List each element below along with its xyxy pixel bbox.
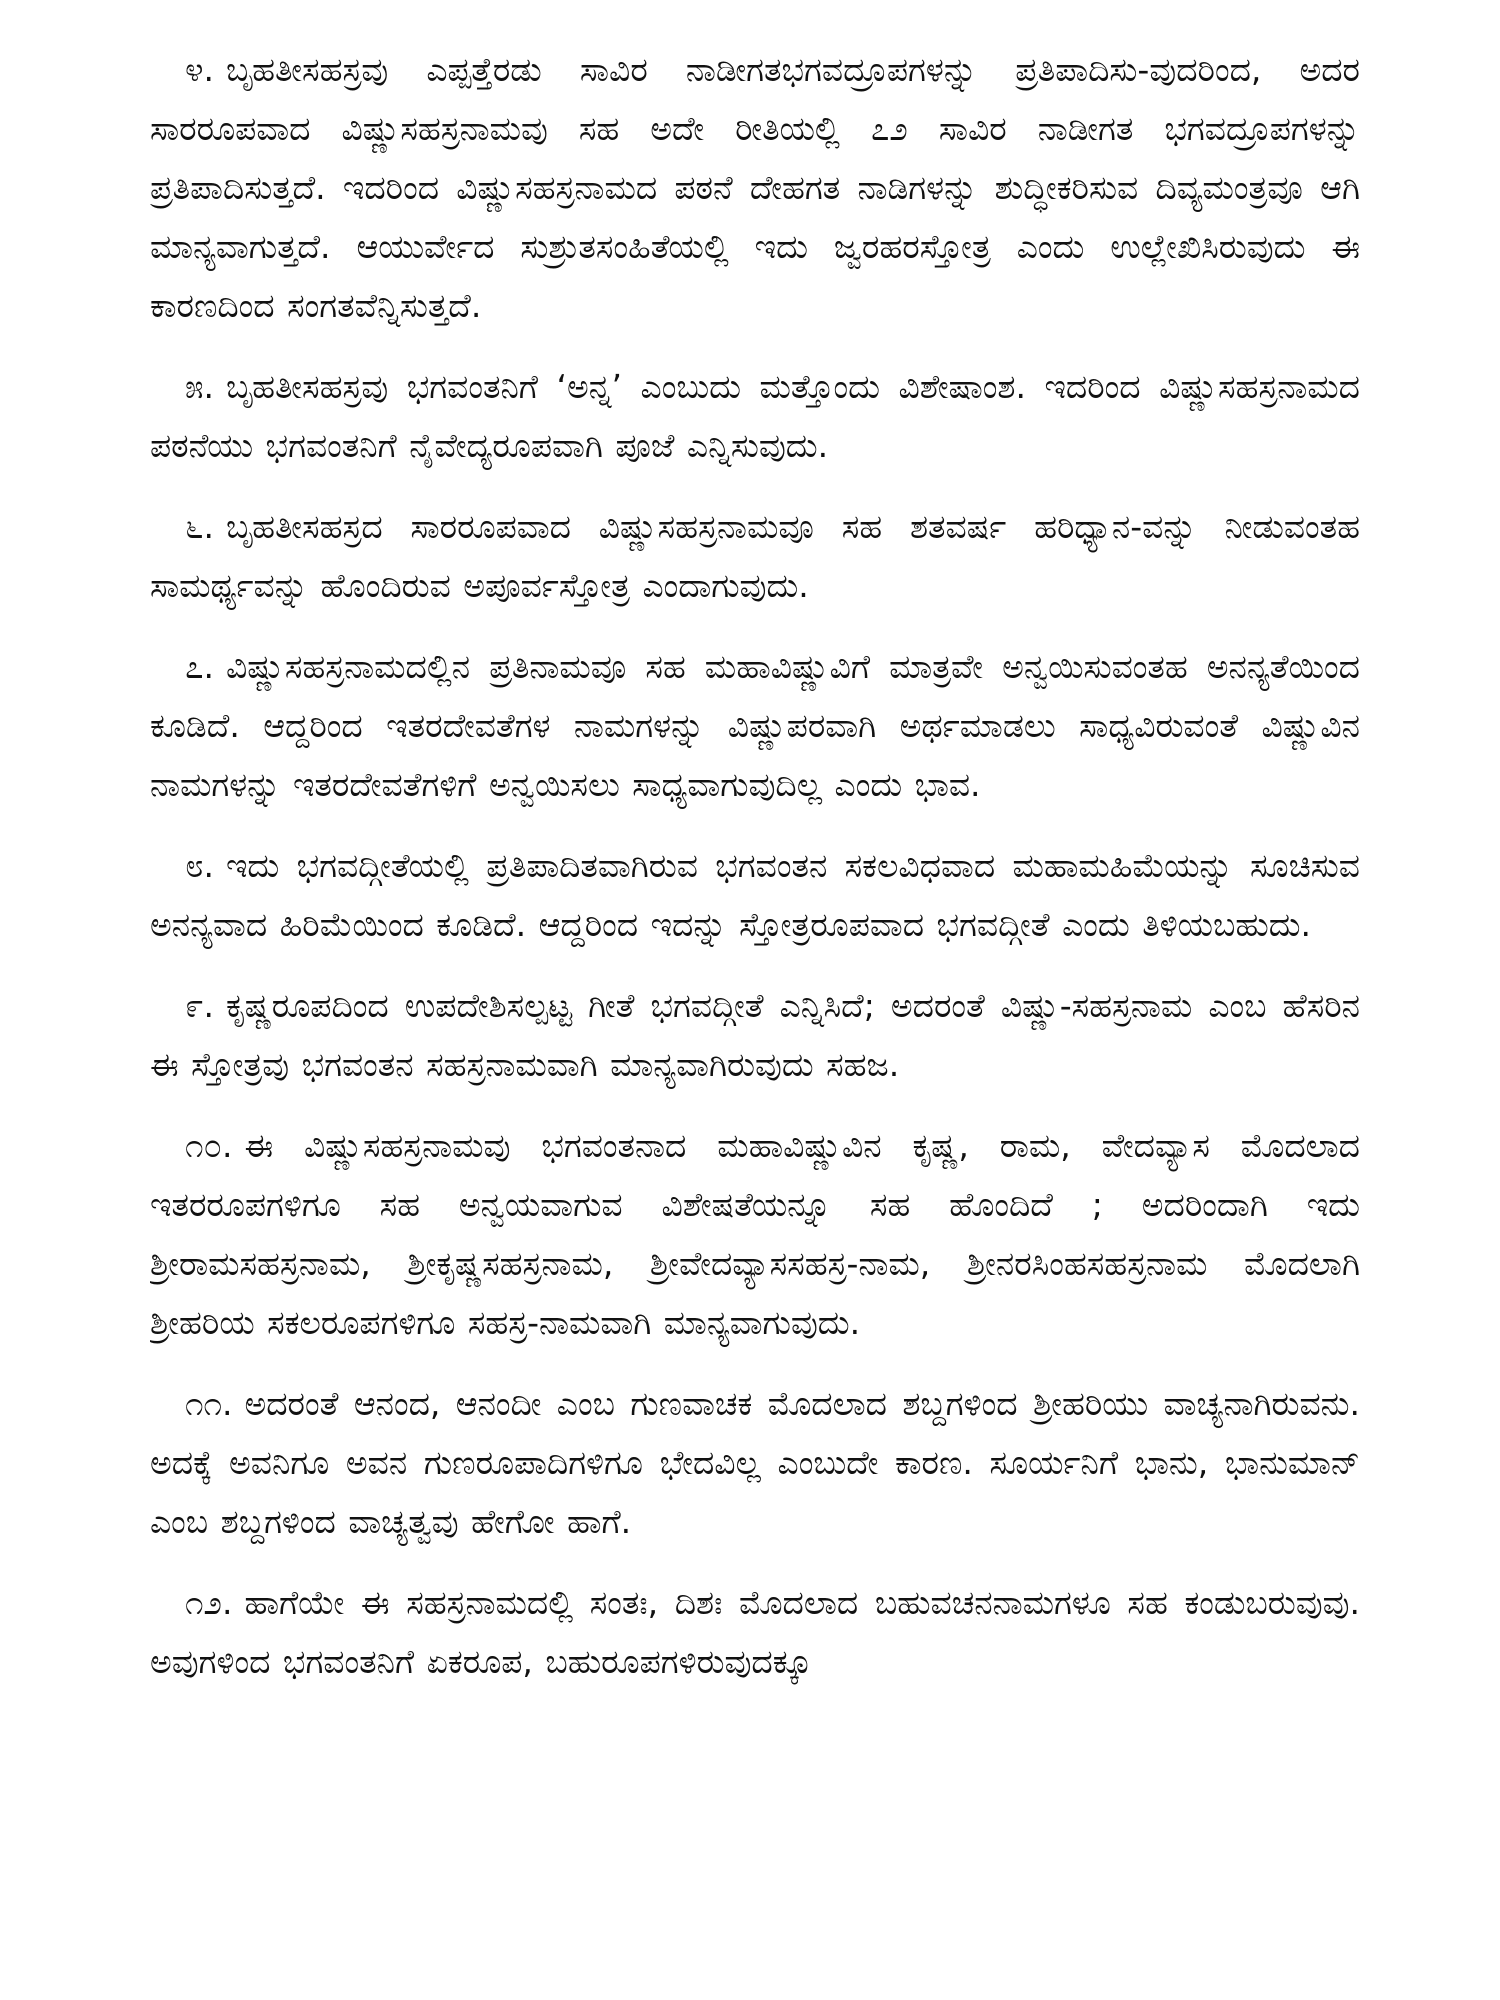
- paragraph-number: ೪.: [185, 50, 214, 89]
- paragraph-text: ಬೃಹತೀಸಹಸ್ರವು ಎಪ್ಪತ್ತೆರಡು ಸಾವಿರ ನಾಡೀಗತಭಗವದ್ರೂಪಗಳನ್ನು ಪ್ರತಿಪಾದಿಸು-ವುದರಿಂದ, ಅದರ ಸಾರರೂಪವಾದ ವಿಷ್ಣುಸಹಸ್ರನಾಮವು ಸಹ ಅದೇ ರೀತಿಯಲ್ಲಿ ೭೨ ಸಾವಿರ ನಾಡೀಗತ ಭಗವದ್ರೂಪಗಳನ್ನು ಪ್ರತಿಪಾದಿಸುತ್ತದೆ. ಇದರಿಂದ ವಿಷ್ಣುಸಹಸ್ರನಾಮದ ಪಠನೆ ದೇಹಗತ ನಾಡಿಗಳನ್ನು ಶುದ್ಧೀಕರಿಸುವ ದಿವ್ಯಮಂತ್ರವೂ ಆಗಿ ಮಾನ್ಯವಾಗುತ್ತದೆ. ಆಯುರ್ವೇದ ಸುಶ್ರುತಸಂಹಿತೆಯಲ್ಲಿ ಇದು ಜ್ವರಹರಸ್ತೋತ್ರ ಎಂದು ಉಲ್ಲೇಖಿಸಿರುವುದು ಈ ಕಾರಣದಿಂದ ಸಂಗತವೆನ್ನಿಸುತ್ತದೆ.: [150, 50, 1360, 325]
- paragraph-text: ಅದರಂತೆ ಆನಂದ, ಆನಂದೀ ಎಂಬ ಗುಣವಾಚಕ ಮೊದಲಾದ ಶಬ್ದಗಳಿಂದ ಶ್ರೀಹರಿಯು ವಾಚ್ಯನಾಗಿರುವನು. ಅದಕ್ಕೆ ಅವನಿಗೂ ಅವನ ಗುಣರೂಪಾದಿಗಳಿಗೂ ಭೇದವಿಲ್ಲ ಎಂಬುದೇ ಕಾರಣ. ಸೂರ್ಯನಿಗೆ ಭಾನು, ಭಾನುಮಾನ್ ಎಂಬ ಶಬ್ದಗಳಿಂದ ವಾಚ್ಯತ್ವವು ಹೇಗೋ ಹಾಗೆ.: [150, 1384, 1360, 1541]
- paragraph-number: ೭.: [185, 647, 214, 686]
- paragraph-number: ೧೦.: [185, 1126, 233, 1165]
- paragraph-4: [150, 40, 1360, 335]
- paragraph-8: [150, 836, 1360, 954]
- paragraph-7: [150, 637, 1360, 814]
- paragraph-11: [150, 1374, 1360, 1551]
- paragraph-number: ೧೧.: [185, 1384, 233, 1423]
- paragraph-text: ಹಾಗೆಯೇ ಈ ಸಹಸ್ರನಾಮದಲ್ಲಿ ಸಂತಃ, ದಿಶಃ ಮೊದಲಾದ ಬಹುವಚನನಾಮಗಳೂ ಸಹ ಕಂಡುಬರುವುವು. ಅವುಗಳಿಂದ ಭಗವಂತನಿಗೆ ಏಕರೂಪ, ಬಹುರೂಪಗಳಿರುವುದಕ್ಕೂ: [150, 1583, 1360, 1681]
- paragraph-text: ವಿಷ್ಣುಸಹಸ್ರನಾಮದಲ್ಲಿನ ಪ್ರತಿನಾಮವೂ ಸಹ ಮಹಾವಿಷ್ಣುವಿಗೆ ಮಾತ್ರವೇ ಅನ್ವಯಿಸುವಂತಹ ಅನನ್ಯತೆಯಿಂದ ಕೂಡಿದೆ. ಆದ್ದರಿಂದ ಇತರದೇವತೆಗಳ ನಾಮಗಳನ್ನು ವಿಷ್ಣುಪರವಾಗಿ ಅರ್ಥಮಾಡಲು ಸಾಧ್ಯವಿರುವಂತೆ ವಿಷ್ಣುವಿನ ನಾಮಗಳನ್ನು ಇತರದೇವತೆಗಳಿಗೆ ಅನ್ವಯಿಸಲು ಸಾಧ್ಯವಾಗುವುದಿಲ್ಲ ಎಂದು ಭಾವ.: [150, 647, 1360, 804]
- paragraph-text: ಕೃಷ್ಣರೂಪದಿಂದ ಉಪದೇಶಿಸಲ್ಪಟ್ಟ ಗೀತೆ ಭಗವದ್ಗೀತೆ ಎನ್ನಿಸಿದೆ; ಅದರಂತೆ ವಿಷ್ಣು-ಸಹಸ್ರನಾಮ ಎಂಬ ಹೆಸರಿನ ಈ ಸ್ತೋತ್ರವು ಭಗವಂತನ ಸಹಸ್ರನಾಮವಾಗಿ ಮಾನ್ಯವಾಗಿರುವುದು ಸಹಜ.: [150, 986, 1360, 1084]
- paragraph-6: [150, 497, 1360, 615]
- paragraph-10: [150, 1116, 1360, 1352]
- paragraph-text: ಬೃಹತೀಸಹಸ್ರವು ಭಗವಂತನಿಗೆ ‘ಅನ್ನ’ ಎಂಬುದು ಮತ್ತೊಂದು ವಿಶೇಷಾಂಶ. ಇದರಿಂದ ವಿಷ್ಣುಸಹಸ್ರನಾಮದ ಪಠನೆಯು ಭಗವಂತನಿಗೆ ನೈವೇದ್ಯರೂಪವಾಗಿ ಪೂಜೆ ಎನ್ನಿಸುವುದು.: [150, 367, 1360, 465]
- paragraph-number: ೫.: [185, 367, 214, 406]
- paragraph-number: ೬.: [185, 507, 214, 546]
- paragraph-text: ಈ ವಿಷ್ಣುಸಹಸ್ರನಾಮವು ಭಗವಂತನಾದ ಮಹಾವಿಷ್ಣುವಿನ ಕೃಷ್ಣ, ರಾಮ, ವೇದವ್ಯಾಸ ಮೊದಲಾದ ಇತರರೂಪಗಳಿಗೂ ಸಹ ಅನ್ವಯವಾಗುವ ವಿಶೇಷತೆಯನ್ನೂ ಸಹ ಹೊಂದಿದೆ ; ಅದರಿಂದಾಗಿ ಇದು ಶ್ರೀರಾಮಸಹಸ್ರನಾಮ, ಶ್ರೀಕೃಷ್ಣಸಹಸ್ರನಾಮ, ಶ್ರೀವೇದವ್ಯಾಸಸಹಸ್ರ-ನಾಮ, ಶ್ರೀನರಸಿಂಹಸಹಸ್ರನಾಮ ಮೊದಲಾಗಿ ಶ್ರೀಹರಿಯ ಸಕಲರೂಪಗಳಿಗೂ ಸಹಸ್ರ-ನಾಮವಾಗಿ ಮಾನ್ಯವಾಗುವುದು.: [150, 1126, 1360, 1342]
- paragraph-text: ಇದು ಭಗವದ್ಗೀತೆಯಲ್ಲಿ ಪ್ರತಿಪಾದಿತವಾಗಿರುವ ಭಗವಂತನ ಸಕಲವಿಧವಾದ ಮಹಾಮಹಿಮೆಯನ್ನು ಸೂಚಿಸುವ ಅನನ್ಯವಾದ ಹಿರಿಮೆಯಿಂದ ಕೂಡಿದೆ. ಆದ್ದರಿಂದ ಇದನ್ನು ಸ್ತೋತ್ರರೂಪವಾದ ಭಗವದ್ಗೀತೆ ಎಂದು ತಿಳಿಯಬಹುದು.: [150, 846, 1360, 944]
- paragraph-5: [150, 357, 1360, 475]
- paragraph-text: ಬೃಹತೀಸಹಸ್ರದ ಸಾರರೂಪವಾದ ವಿಷ್ಣುಸಹಸ್ರನಾಮವೂ ಸಹ ಶತವರ್ಷ ಹರಿಧ್ಯಾನ-ವನ್ನು ನೀಡುವಂತಹ ಸಾಮರ್ಥ್ಯವನ್ನು ಹೊಂದಿರುವ ಅಪೂರ್ವಸ್ತೋತ್ರ ಎಂದಾಗುವುದು.: [150, 507, 1360, 605]
- paragraph-number: ೮.: [185, 846, 214, 885]
- paragraph-9: [150, 976, 1360, 1094]
- paragraph-number: ೯.: [185, 986, 214, 1025]
- document-page: [150, 40, 1360, 1970]
- paragraph-number: ೧೨.: [185, 1583, 233, 1622]
- paragraph-12: [150, 1573, 1360, 1691]
